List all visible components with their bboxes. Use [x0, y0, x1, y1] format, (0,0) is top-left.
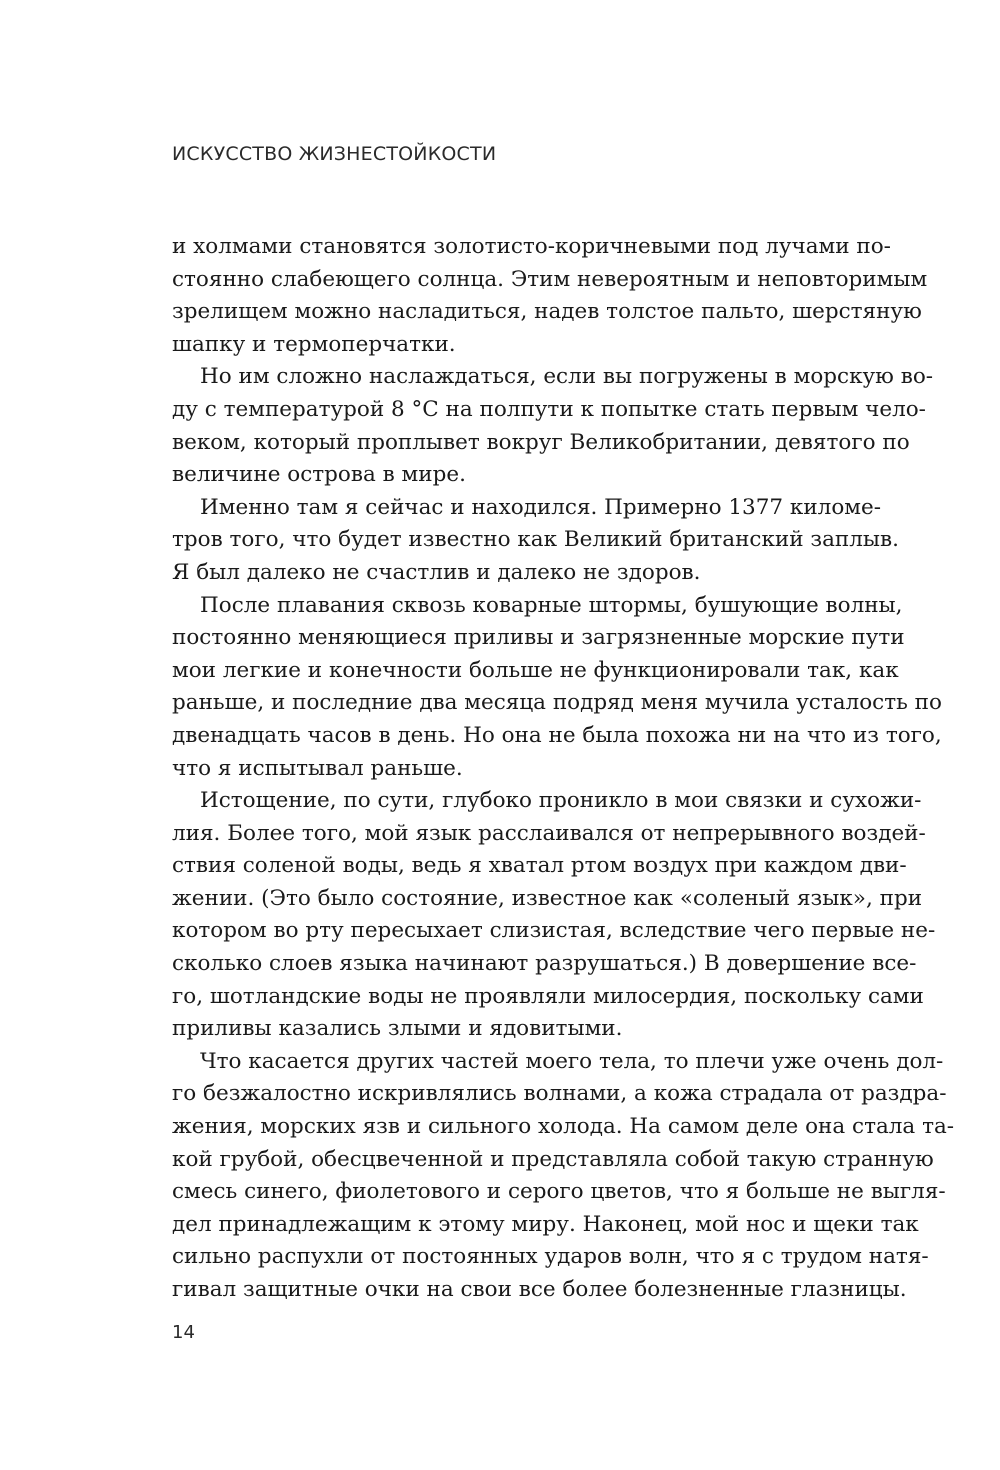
text-line: гивал защитные очки на свои все более болезненные глазницы.: [172, 1277, 907, 1302]
text-line: смесь синего, фиолетового и серого цветов, что я больше не выгля-: [172, 1179, 946, 1205]
paragraph: [172, 590, 942, 786]
text-line: шапку и термоперчатки.: [172, 331, 456, 357]
text-line: постоянно меняющиеся приливы и загрязненные морские пути: [172, 625, 905, 651]
paragraph: [172, 231, 928, 361]
text-line: приливы казались злыми и ядовитыми.: [172, 1016, 623, 1042]
text-line: го безжалостно искривлялись волнами, а кожа страдала от раздра-: [172, 1081, 947, 1107]
paragraph: [172, 785, 936, 1046]
text-line: тров того, что будет известно как Великий британский заплыв.: [172, 527, 899, 553]
text-line: го, шотландские воды не проявляли милосердия, поскольку сами: [172, 983, 924, 1009]
text-line: сколько слоев языка начинают разрушаться.) В довершение все-: [172, 951, 917, 977]
paragraph: [172, 1046, 955, 1307]
text-line: стоянно слабеющего солнца. Этим невероятным и неповторимым: [172, 266, 928, 292]
text-line: Именно там я сейчас и находился. Примерно 1377 киломе-: [200, 494, 881, 520]
page-number: 14: [172, 1322, 195, 1343]
paragraph: [172, 492, 899, 590]
text-line: Я был далеко не счастлив и далеко не здоров.: [172, 559, 701, 585]
text-line: кой грубой, обесцвеченной и представляла собой такую странную: [172, 1146, 934, 1172]
body-text: [172, 231, 955, 1307]
text-line: лия. Более того, мой язык расслаивался от непрерывного воздей-: [172, 820, 926, 846]
text-line: сильно распухли от постоянных ударов волн, что я с трудом натя-: [172, 1244, 929, 1270]
text-line: После плавания сквозь коварные штормы, бушующие волны,: [200, 592, 903, 618]
text-line: котором во рту пересыхает слизистая, вследствие чего первые не-: [172, 918, 936, 944]
text-line: жении. (Это было состояние, известное как «соленый язык», при: [172, 885, 923, 911]
text-line: жения, морских язв и сильного холода. На самом деле она стала та-: [172, 1114, 955, 1140]
text-line: раньше, и последние два месяца подряд меня мучила усталость по: [172, 690, 942, 716]
running-head: ИСКУССТВО ЖИЗНЕСТОЙКОСТИ: [172, 143, 497, 165]
text-line: что я испытывал раньше.: [172, 755, 463, 781]
text-line: мои легкие и конечности больше не функционировали так, как: [172, 657, 899, 683]
paragraph: [172, 361, 934, 491]
text-line: ду с температурой 8 °C на полпути к попытке стать первым чело-: [172, 396, 926, 422]
text-line: Но им сложно наслаждаться, если вы погружены в морскую во-: [200, 364, 934, 390]
text-line: и холмами становятся золотисто-коричневыми под лучами по-: [172, 234, 891, 259]
text-line: веком, который проплывет вокруг Великобритании, девятого по: [172, 429, 910, 455]
text-line: величине острова в мире.: [172, 462, 466, 488]
text-line: двенадцать часов в день. Но она не была похожа ни на что из того,: [172, 722, 942, 748]
text-line: Что касается других частей моего тела, то плечи уже очень дол-: [200, 1048, 944, 1074]
text-line: дел принадлежащим к этому миру. Наконец, мой нос и щеки так: [172, 1211, 919, 1237]
text-line: ствия соленой воды, ведь я хватал ртом воздух при каждом дви-: [172, 853, 907, 879]
text-line: зрелищем можно насладиться, надев толстое пальто, шерстяную: [172, 299, 922, 325]
text-line: Истощение, по сути, глубоко проникло в мои связки и сухожи-: [200, 788, 922, 814]
